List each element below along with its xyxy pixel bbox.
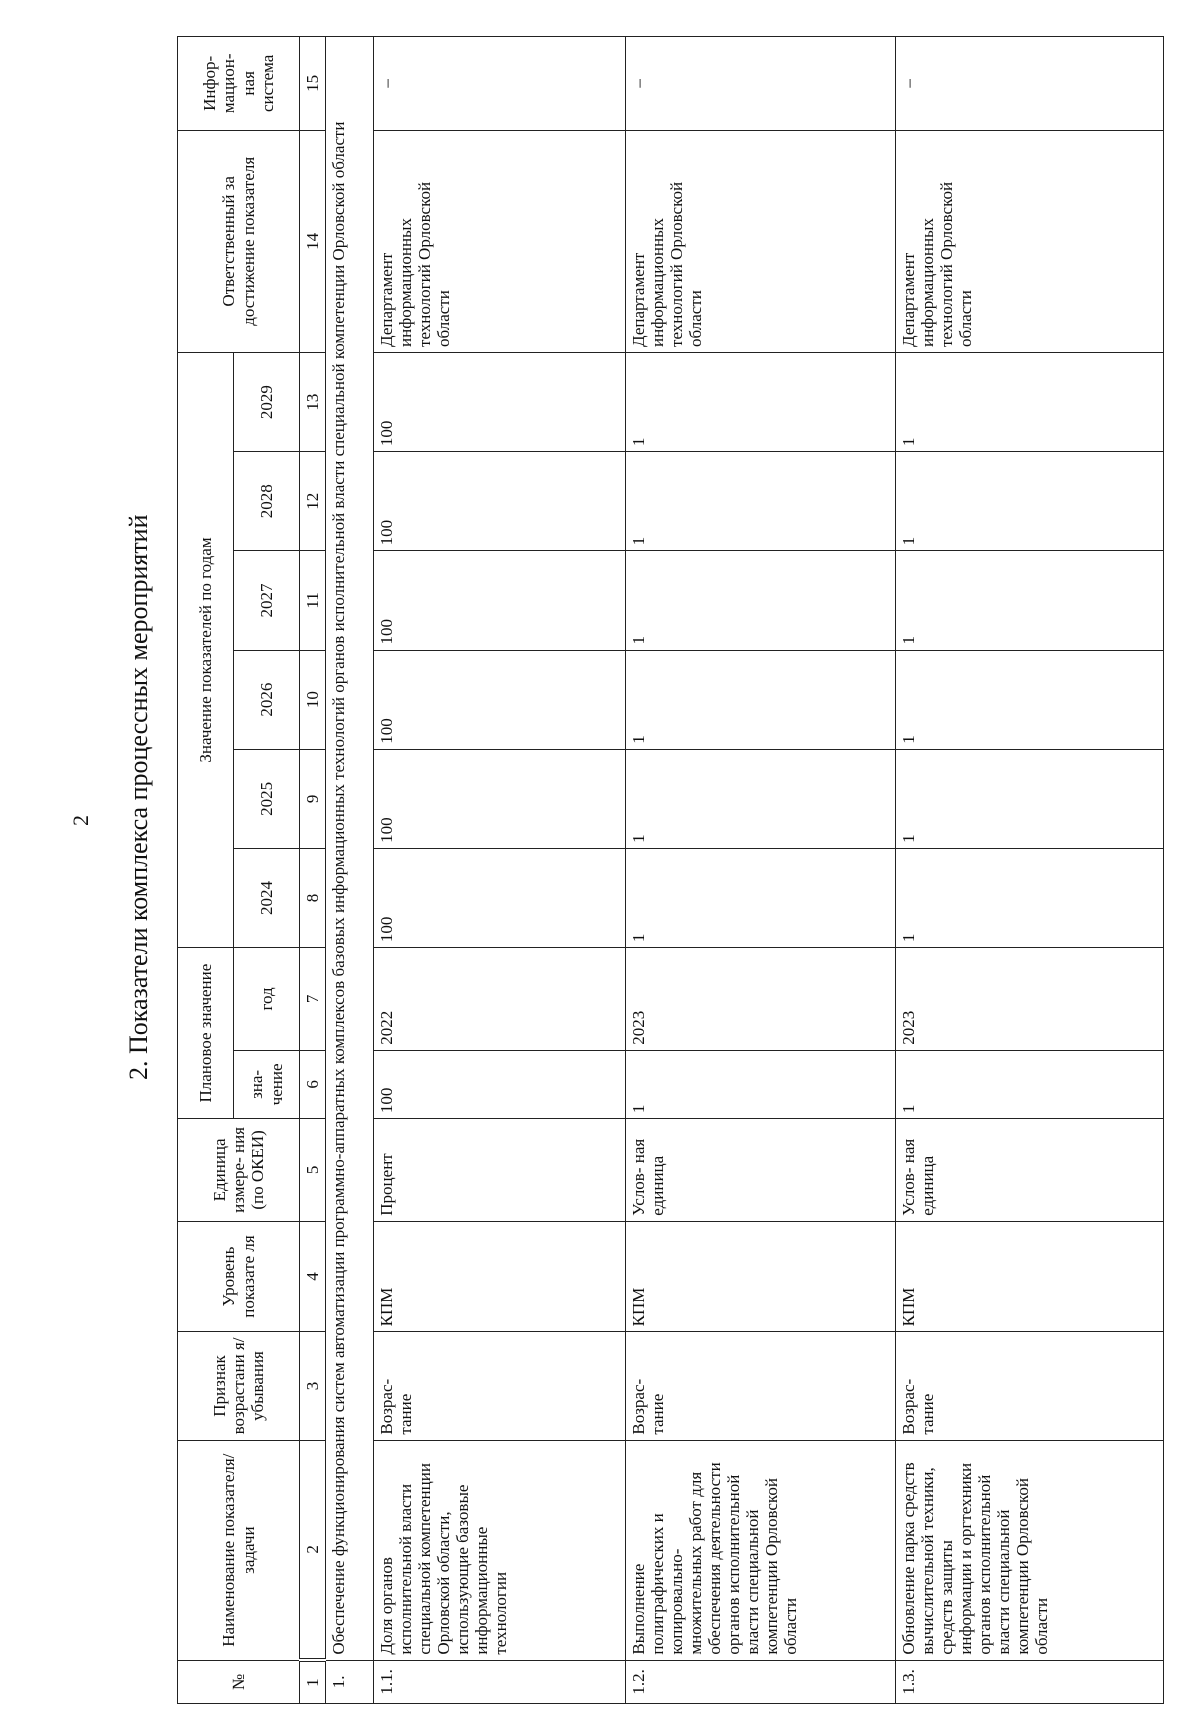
year-value: 100: [374, 749, 626, 848]
column-number: 3: [300, 1332, 326, 1440]
header-year: 2028: [234, 452, 300, 551]
header-year: 2025: [234, 749, 300, 848]
planned-year: 2023: [626, 948, 896, 1051]
planned-value: 1: [896, 1050, 1164, 1118]
column-number: 9: [300, 749, 326, 848]
header-planned: Плановое значение: [178, 948, 234, 1119]
year-value: 100: [374, 452, 626, 551]
section-title: Обеспечение функционирования систем автоматизации программно-аппаратных комплексов базовых информационных технологий органов исполнительной власти специальной компетенции Орловской области: [326, 37, 374, 1661]
column-number: 6: [300, 1050, 326, 1118]
planned-year: 2022: [374, 948, 626, 1051]
year-value: 100: [374, 551, 626, 650]
planned-value: 1: [626, 1050, 896, 1118]
planned-year: 2023: [896, 948, 1164, 1051]
year-value: 1: [896, 551, 1164, 650]
indicator-level: КПМ: [374, 1221, 626, 1332]
year-value: 1: [896, 352, 1164, 451]
column-number: 1: [300, 1660, 326, 1703]
header-values-by-year: Значение показателей по годам: [178, 352, 234, 947]
year-value: 1: [896, 650, 1164, 749]
indicator-name: Выполнение полиграфических и копировально-множительных работ для обеспечения деятельности органов исполнительной власти специальной компетенции Орловской области: [626, 1440, 896, 1660]
responsible: Департамент информационных технологий Орловской области: [374, 130, 626, 352]
table-row: [374, 37, 626, 1704]
column-number: 8: [300, 848, 326, 947]
indicator-name: Доля органов исполнительной власти специальной компетенции Орловской области, использующие базовые информационные технологии: [374, 1440, 626, 1660]
header-year: 2027: [234, 551, 300, 650]
row-number: 1.1.: [374, 1660, 626, 1703]
year-value: 1: [626, 650, 896, 749]
indicator-sign: Возрас- тание: [374, 1332, 626, 1440]
indicator-level: КПМ: [626, 1221, 896, 1332]
section-number: 1.: [326, 1660, 374, 1703]
indicator-unit: Услов- ная единица: [626, 1119, 896, 1222]
page-number: 2: [68, 815, 93, 826]
responsible: Департамент информационных технологий Орловской области: [896, 130, 1164, 352]
column-number: 11: [300, 551, 326, 650]
header-planned-year: год: [234, 948, 300, 1051]
table-row: [626, 37, 896, 1704]
indicator-sign: Возрас- тание: [896, 1332, 1164, 1440]
header-level: Уровень показате ля: [178, 1221, 300, 1332]
planned-value: 100: [374, 1050, 626, 1118]
column-number: 2: [300, 1440, 326, 1660]
year-value: 100: [374, 848, 626, 947]
year-value: 1: [626, 551, 896, 650]
header-year: 2024: [234, 848, 300, 947]
header-name: Наименование показателя/задачи: [178, 1440, 300, 1660]
header-no: №: [178, 1660, 300, 1703]
year-value: 100: [374, 352, 626, 451]
year-value: 1: [626, 352, 896, 451]
column-number: 12: [300, 452, 326, 551]
year-value: 1: [626, 749, 896, 848]
year-value: 100: [374, 650, 626, 749]
header-responsible: Ответственный за достижение показателя: [178, 130, 300, 352]
header-info-system: Инфор- мацион- ная система: [178, 37, 300, 131]
header-unit: Единица измере- ния (по ОКЕИ): [178, 1119, 300, 1222]
info-system: –: [896, 37, 1164, 131]
year-value: 1: [626, 848, 896, 947]
indicator-level: КПМ: [896, 1221, 1164, 1332]
indicator-sign: Возрас- тание: [626, 1332, 896, 1440]
year-value: 1: [626, 452, 896, 551]
table-header: [178, 37, 300, 1704]
info-system: –: [626, 37, 896, 131]
indicator-unit: Услов- ная единица: [896, 1119, 1164, 1222]
header-year: 2029: [234, 352, 300, 451]
column-number: 14: [300, 130, 326, 352]
section-row: [326, 37, 374, 1704]
column-number: 15: [300, 37, 326, 131]
info-system: –: [374, 37, 626, 131]
row-number: 1.3.: [896, 1660, 1164, 1703]
indicator-unit: Процент: [374, 1119, 626, 1222]
column-number: 7: [300, 948, 326, 1051]
row-number: 1.2.: [626, 1660, 896, 1703]
responsible: Департамент информационных технологий Орловской области: [626, 130, 896, 352]
year-value: 1: [896, 848, 1164, 947]
header-planned-value: зна- чение: [234, 1050, 300, 1118]
column-number: 13: [300, 352, 326, 451]
header-sign: Признак возрастани я/ убывания: [178, 1332, 300, 1440]
column-number: 5: [300, 1119, 326, 1222]
indicators-table: [177, 36, 1164, 1704]
column-number: 4: [300, 1221, 326, 1332]
table-row: [896, 37, 1164, 1704]
page-title: 2. Показатели комплекса процессных мероприятий: [124, 514, 153, 1080]
column-numbers-row: [300, 37, 326, 1704]
indicator-name: Обновление парка средств вычислительной техники, средств защиты информации и оргтехники органов исполнительной власти специальной компетенции Орловской области: [896, 1440, 1164, 1660]
rotated-table-container: [177, 36, 1167, 1704]
year-value: 1: [896, 452, 1164, 551]
column-number: 10: [300, 650, 326, 749]
year-value: 1: [896, 749, 1164, 848]
header-year: 2026: [234, 650, 300, 749]
